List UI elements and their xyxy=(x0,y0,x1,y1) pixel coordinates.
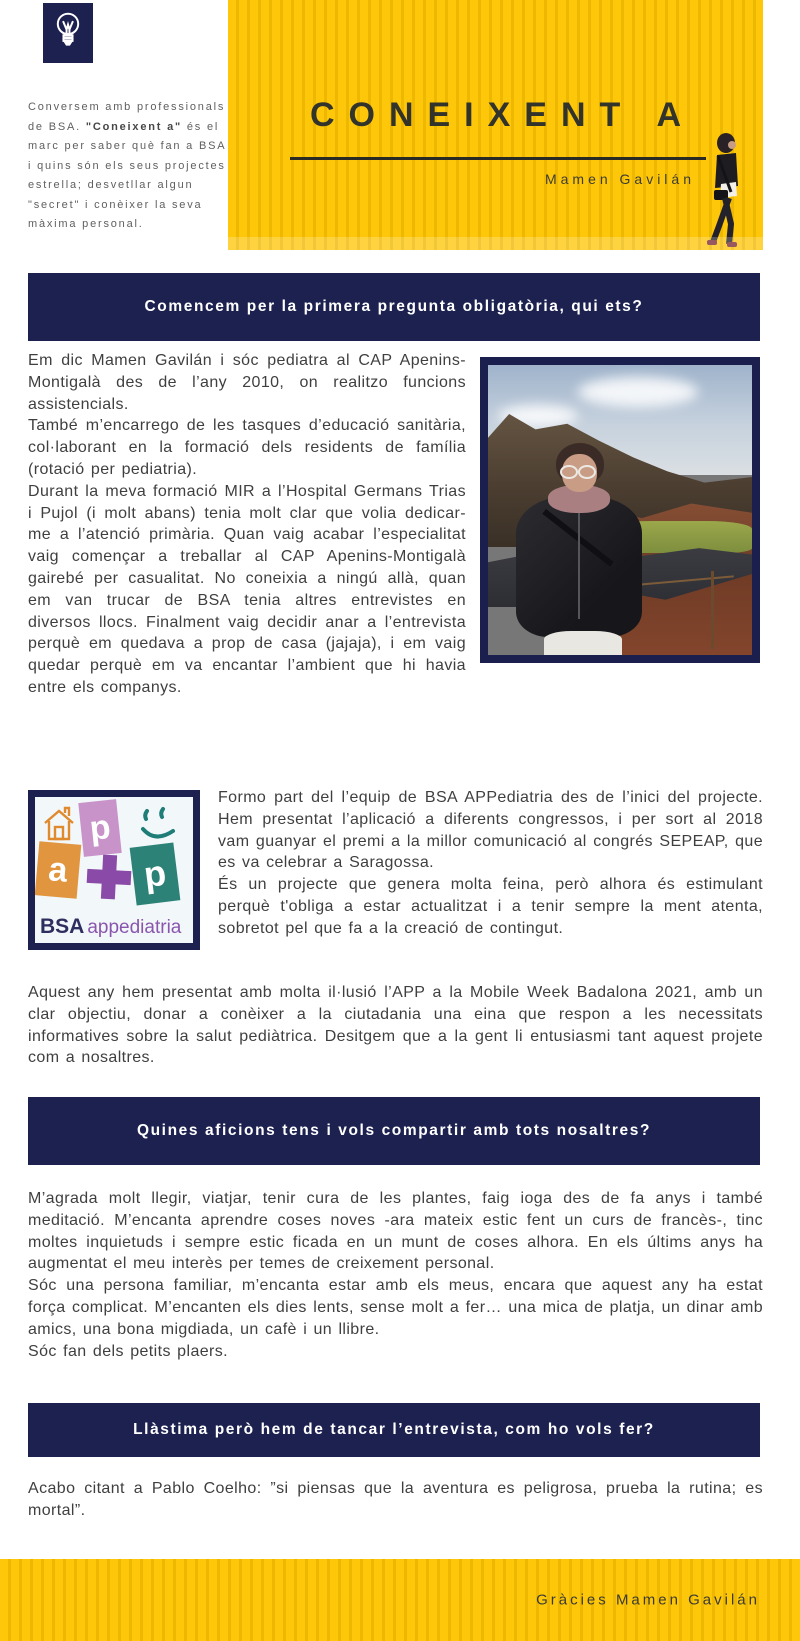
answer-closing-text: Acabo citant a Pablo Coelho: ”si piensas que la aventura es peligrosa, prueba la rutina; es mortal”. xyxy=(28,1480,763,1519)
answer-app-p2: És un projecte que genera molta feina, però alhora és estimulant perquè t'obliga a estar actualitzat i a tenir sempre la ment atenta, sobretot pel que fa a la creació de contingut. xyxy=(218,876,763,937)
photo-cloud xyxy=(578,377,698,407)
answer-hobbies-paragraphs xyxy=(28,1188,763,1362)
answer-app-follow-paragraph xyxy=(28,982,763,1069)
answer-app-paragraphs xyxy=(218,787,763,940)
answer-who-paragraphs xyxy=(28,350,466,699)
walking-person-image xyxy=(703,132,751,250)
answer-app-p1: Formo part del l’equip de BSA APPediatria des de l’inici del projecte. Hem presentat l’aplicació a diferents congressos, i per sort al 2018 vam guanyar el premi a la millor comunicació al congrés SEPEAP, que es va celebrar a Saragossa. xyxy=(218,789,763,872)
house-icon xyxy=(39,803,81,845)
intro-part2: és el marc per saber què fan a BSA i quins són els seus projectes estrella; desvetllar algun "secret" i conèixer la seva màxima personal. xyxy=(28,120,226,230)
plus-icon xyxy=(86,854,132,900)
logo-letter-p-teal: p xyxy=(130,843,181,906)
volcanic-landscape-illustration xyxy=(488,365,752,655)
intro-bold: "Coneixent a" xyxy=(85,120,183,133)
interviewee-name: Mamen Gavilán xyxy=(544,171,695,187)
answer-who-p1: Em dic Mamen Gavilán i sóc pediatra al CAP Apenins-Montigalà des de l’any 2010, on realitzo funcions assistencials. xyxy=(28,352,466,413)
answer-app-follow-text: Aquest any hem presentat amb molta il·lusió l’APP a la Mobile Week Badalona 2021, amb un clar objectiu, donar a conèixer a la ciutadania una eina que respon a les necessitats informatives sobre la salut pediàtrica. Desitgem que a la gent li entusiasmi tant aquest projete com a nosaltres. xyxy=(28,984,763,1067)
lightbulb-icon xyxy=(51,9,85,58)
photo-glasses xyxy=(560,465,578,479)
answer-hobbies-p1: M’agrada molt llegir, viatjar, tenir cura de les plantes, faig ioga des de fa anys i també meditació. M’encanta aprendre coses noves -ara mateix estic fent un curs de francès-, tinc moltes inquietuds i sempre estic ficada en un munt de coses alhora. En els últims anys ha augmentat el meu interès per temes de creixement personal. xyxy=(28,1190,763,1273)
title-underline xyxy=(290,157,706,160)
question-1-text: Comencem per la primera pregunta obligatòria, qui ets? xyxy=(144,298,644,315)
photo-white-shirt xyxy=(544,631,622,655)
logo-brand-text xyxy=(40,915,181,939)
photo-fence-post xyxy=(711,571,714,649)
intro-part1: Conversem amb professionals de BSA. xyxy=(28,101,226,133)
footer-banner xyxy=(0,1559,800,1641)
hero-banner xyxy=(228,0,763,250)
question-banner-2 xyxy=(28,1097,760,1165)
logo-brand-bsa: BSA xyxy=(40,915,85,938)
page-title: CONEIXENT A xyxy=(309,96,696,134)
photo-jacket-zip xyxy=(578,509,580,619)
profile-photo xyxy=(480,357,760,663)
question-banner-3 xyxy=(28,1403,760,1457)
bsa-appediatria-logo xyxy=(28,790,200,950)
brand-logo-square xyxy=(43,3,93,63)
answer-who-p2: També m’encarrego de les tasques d’educació sanitària, col·laborant en la formació dels residents de família (rotació per pediatria). xyxy=(28,417,466,478)
question-2-text: Quines aficions tens i vols compartir amb tots nosaltres? xyxy=(136,1122,652,1139)
logo-letter-a: a xyxy=(35,841,82,898)
photo-glasses xyxy=(578,465,596,479)
logo-brand-appediatria: appediatria xyxy=(87,917,182,938)
smiley-icon xyxy=(137,805,181,845)
question-banner-1 xyxy=(28,273,760,341)
intro-text-block xyxy=(28,98,228,235)
answer-hobbies-p2: Sóc una persona familiar, m’encanta estar amb els meus, encara que aquest any ha estat força complicat. M’encanten els dies lents, sense molt a fer… una mica de platja, un dinar amb amics, una bona migdiada, un cafè i un llibre. xyxy=(28,1277,763,1338)
answer-closing-paragraph xyxy=(28,1478,763,1522)
logo-letter-p-pink: p xyxy=(78,799,121,857)
photo-woman-figure xyxy=(500,443,660,655)
question-3-text: Llàstima però hem de tancar l’entrevista, com ho vols fer? xyxy=(133,1421,655,1438)
answer-who-p3: Durant la meva formació MIR a l’Hospital Germans Trias i Pujol (i molt abans) tenia molt clar que volia dedicar-me a l’atenció primària. Quan vaig acabar l’especialitat vaig començar a treballar al CAP Apenins-Montigalà gairebé per casualitat. No coneixia a ningú allà, quan em van trucar de BSA tenia altres entrevistes en diversos llocs. Finalment vaig decidir anar a l’entrevista perquè em quedava a prop de casa (jajaja), i em vaig quedar perquè em va encantar l’ambient que hi havia entre els companys. xyxy=(28,482,466,696)
footer-thanks-text: Gràcies Mamen Gavilán xyxy=(536,1591,760,1609)
answer-hobbies-p3: Sóc fan dels petits plaers. xyxy=(28,1342,229,1360)
